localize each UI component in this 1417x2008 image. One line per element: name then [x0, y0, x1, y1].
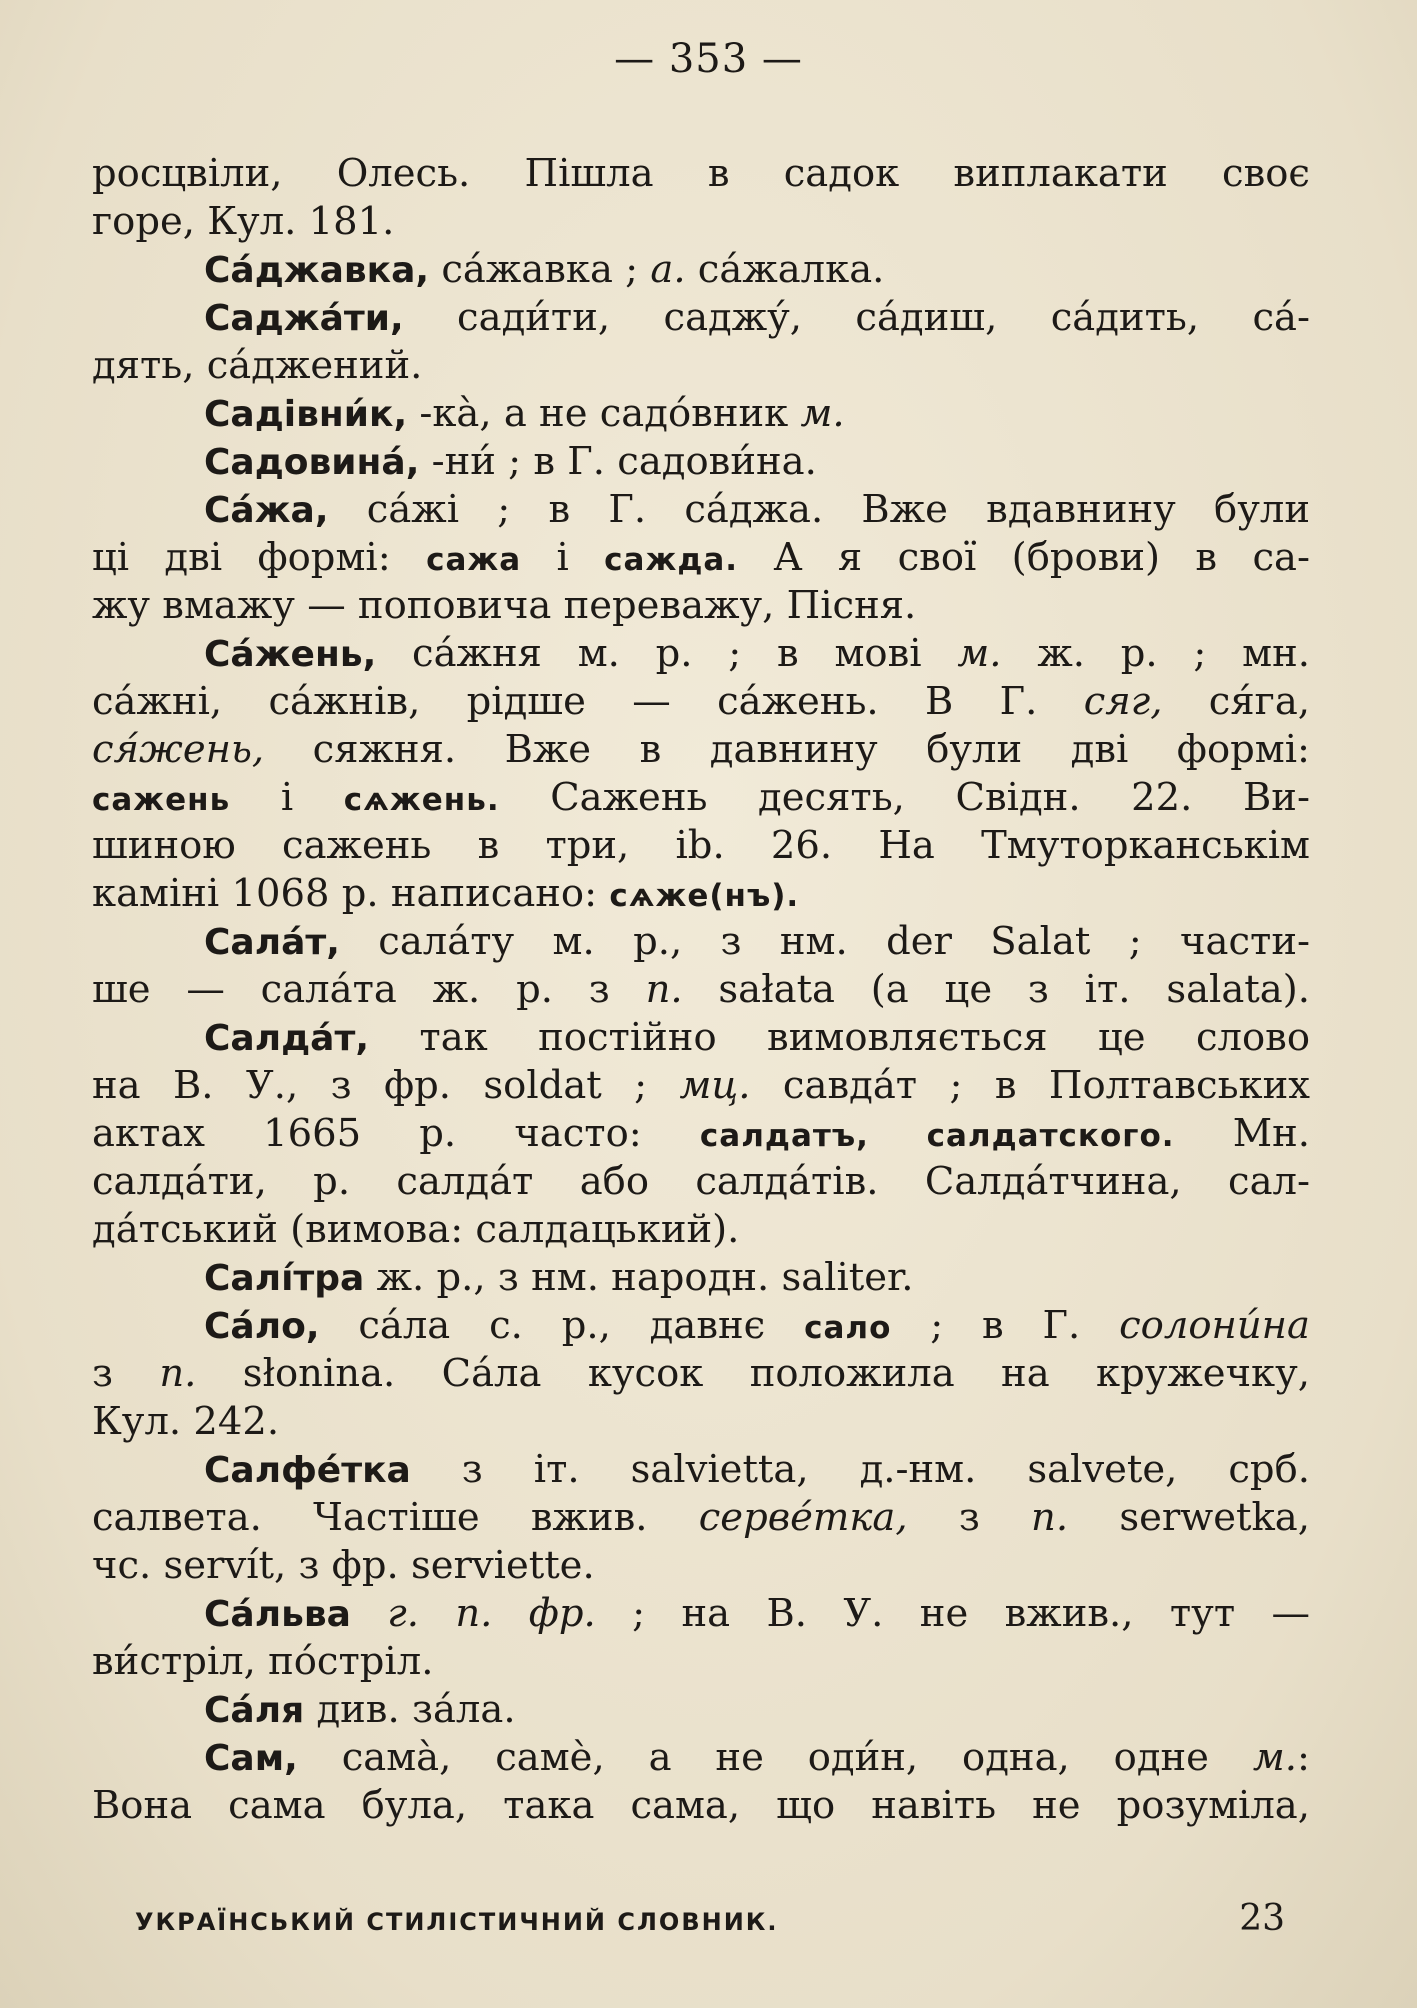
old-slavonic-form: сало — [804, 1310, 892, 1346]
text-segment: савда́т ; в Полтавських — [750, 1063, 1310, 1108]
italic-note: ся́жень, — [92, 727, 265, 772]
text-line — [92, 1398, 1310, 1446]
text-segment: з — [907, 1495, 1032, 1540]
italic-note: солони́на — [1119, 1303, 1310, 1348]
text-line — [92, 1494, 1310, 1542]
text-segment: Кул. 242. — [92, 1399, 280, 1444]
italic-note: п. — [159, 1351, 197, 1396]
text-line — [92, 1734, 1310, 1782]
text-line — [92, 1062, 1310, 1110]
headword: Садівни́к, — [204, 394, 408, 435]
text-segment: serwetka, — [1068, 1495, 1310, 1540]
headword: Са́льва — [204, 1594, 351, 1635]
text-segment: і — [230, 775, 344, 820]
text-segment: са́жалка. — [685, 247, 885, 292]
headword: Салфе́тка — [204, 1450, 411, 1491]
text-line — [92, 1446, 1310, 1494]
text-segment: чс. servít, з фр. serviette. — [92, 1543, 595, 1588]
text-segment: горе, Кул. 181. — [92, 199, 395, 244]
text-line — [92, 870, 1310, 918]
text-segment: sałata (а це з іт. salata). — [682, 967, 1310, 1012]
text-line — [92, 1206, 1310, 1254]
text-line — [92, 1254, 1310, 1302]
text-line — [92, 1542, 1310, 1590]
headword: Салда́т, — [204, 1018, 369, 1059]
old-slavonic-form: салдатъ, салдатского. — [699, 1118, 1175, 1154]
italic-note: сяг, — [1083, 679, 1163, 724]
text-line — [92, 1014, 1310, 1062]
headword: Салі́тра — [204, 1258, 365, 1299]
text-line — [92, 630, 1310, 678]
text-segment: сяжня. Вже в давнину були дві формі: — [264, 727, 1310, 772]
headword: Сала́т, — [204, 922, 340, 963]
headword: Са́ло, — [204, 1306, 320, 1347]
headword: Садовина́, — [204, 442, 420, 483]
signature-mark: 23 — [1239, 1898, 1285, 1939]
text-segment: ви́стріл, по́стріл. — [92, 1639, 434, 1684]
text-segment: з — [92, 1351, 160, 1396]
text-segment: słonina. Са́ла кусок положила на кружечку, — [196, 1351, 1310, 1396]
headword: Сам, — [204, 1738, 298, 1779]
text-segment: са́жі ; в Г. са́джа. Вже вдавнину були — [328, 487, 1310, 532]
headword: Са́жа, — [204, 490, 329, 531]
italic-note: п. — [645, 967, 683, 1012]
headword: Са́ля — [204, 1690, 305, 1731]
text-line — [92, 1590, 1310, 1638]
text-line — [92, 1302, 1310, 1350]
text-line — [92, 774, 1310, 822]
italic-note: м. — [957, 631, 1002, 676]
text-line — [92, 150, 1310, 198]
text-segment: каміні 1068 р. написано: — [92, 871, 610, 916]
text-segment: : — [1297, 1735, 1310, 1780]
text-segment: ; в Г. — [891, 1303, 1120, 1348]
text-segment: Мн. — [1174, 1111, 1311, 1156]
text-line — [92, 1782, 1310, 1830]
italic-note: м. — [800, 391, 845, 436]
text-segment: на В. У., з фр. soldat ; — [92, 1063, 680, 1108]
italic-note: м. — [1252, 1735, 1298, 1780]
text-segment: са́ла с. р., давнє — [319, 1303, 805, 1348]
text-line — [92, 1686, 1310, 1734]
book-title: УКРАЇНСЬКИЙ СТИЛІСТИЧНИЙ СЛОВНИК. — [135, 1908, 779, 1936]
text-line — [92, 1158, 1310, 1206]
text-line — [92, 246, 1310, 294]
text-segment: сади́ти, саджу́, са́диш, са́дить, са́- — [403, 295, 1310, 340]
text-line — [92, 1350, 1310, 1398]
text-segment: самà, самè, а не оди́н, одна, одне — [297, 1735, 1253, 1780]
text-segment: са́жня м. р. ; в мові — [376, 631, 958, 676]
text-segment — [351, 1591, 387, 1636]
text-line — [92, 198, 1310, 246]
headword: Са́жень, — [204, 634, 377, 675]
text-line — [92, 582, 1310, 630]
text-line — [92, 1110, 1310, 1158]
text-segment: Вона сама була, така сама, що навіть не розуміла, — [92, 1783, 1310, 1828]
text-line — [92, 342, 1310, 390]
text-segment: ся́га, — [1162, 679, 1311, 724]
text-segment: да́тський (вимова: салдацький). — [92, 1207, 740, 1252]
text-line — [92, 678, 1310, 726]
old-slavonic-form: сажа — [426, 542, 522, 578]
text-line — [92, 534, 1310, 582]
text-line — [92, 726, 1310, 774]
text-segment: так постійно вимовляється це слово — [369, 1015, 1310, 1060]
text-segment: -ни́ ; в Г. садови́на. — [419, 439, 817, 484]
text-segment: салда́ти, р. салда́т або салда́тів. Салда́тчина, сал- — [92, 1159, 1310, 1204]
text-segment: жу вмажу — поповича переважу, Пісня. — [92, 583, 917, 628]
text-line — [92, 1638, 1310, 1686]
text-segment: -кà, а не садо́вник — [407, 391, 801, 436]
text-line — [92, 822, 1310, 870]
text-segment: салвета. Частіше вжив. — [92, 1495, 699, 1540]
text-line — [92, 294, 1310, 342]
old-slavonic-form: сѧжень. — [343, 782, 500, 818]
text-segment: ; на В. У. не вжив., тут — — [595, 1591, 1310, 1636]
dictionary-text — [92, 150, 1310, 1830]
italic-note: а. — [650, 247, 686, 292]
text-segment: росцвіли, Олесь. Пішла в садок виплакати своє — [92, 151, 1310, 196]
text-segment: дять, са́джений. — [92, 343, 423, 388]
text-line — [92, 438, 1310, 486]
old-slavonic-form: сажда. — [604, 542, 739, 578]
text-segment: Сажень десять, Свідн. 22. Ви- — [499, 775, 1310, 820]
text-segment: А я свої (брови) в са- — [738, 535, 1310, 580]
old-slavonic-form: сажень — [92, 782, 231, 818]
text-segment: див. за́ла. — [304, 1687, 516, 1732]
text-segment: з іт. salvietta, д.-нм. salvete, срб. — [410, 1447, 1310, 1492]
text-segment: ці дві формі: — [92, 535, 427, 580]
headword: Са́джавка, — [204, 250, 430, 291]
old-slavonic-form: сѧже(нъ). — [609, 878, 800, 914]
text-segment: ж. р. ; мн. — [1001, 631, 1310, 676]
text-segment: і — [521, 535, 605, 580]
text-segment: актах 1665 р. часто: — [92, 1111, 700, 1156]
italic-note: г. п. фр. — [387, 1591, 596, 1636]
text-line — [92, 918, 1310, 966]
text-segment: ж. р., з нм. народн. saliter. — [364, 1255, 914, 1300]
italic-note: серве́тка, — [698, 1495, 908, 1540]
text-segment: шиною сажень в три, ib. 26. На Тмуторканськім — [92, 823, 1310, 868]
italic-note: мц. — [679, 1063, 751, 1108]
headword: Саджа́ти, — [204, 298, 404, 339]
text-segment: сала́ту м. р., з нм. der Salat ; части- — [339, 919, 1310, 964]
text-segment: ше — сала́та ж. р. з — [92, 967, 646, 1012]
italic-note: п. — [1031, 1495, 1069, 1540]
text-line — [92, 966, 1310, 1014]
text-line — [92, 486, 1310, 534]
page-number: — 353 — — [614, 36, 803, 82]
text-segment: са́жавка ; — [429, 247, 651, 292]
text-segment: са́жні, са́жнів, рідше — са́жень. В Г. — [92, 679, 1084, 724]
page-footer — [135, 1898, 1285, 1939]
text-line — [92, 390, 1310, 438]
